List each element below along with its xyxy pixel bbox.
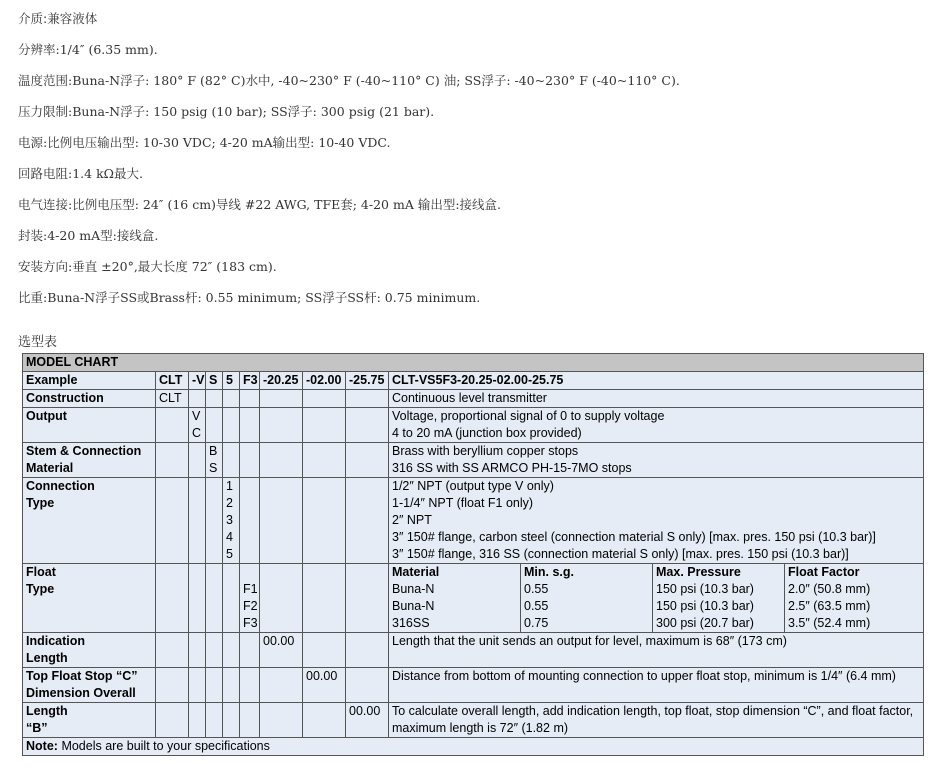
construction-label: Construction	[23, 390, 156, 408]
example-code-float: F3	[240, 372, 260, 390]
topfloat-desc: Distance from bottom of mounting connection to upper float stop, minimum is 1/4″ (6.4 mm)	[389, 668, 924, 703]
indication-desc: Length that the unit sends an output for level, maximum is 68″ (173 cm)	[389, 633, 924, 668]
example-row	[23, 372, 924, 390]
float-label-line: Float	[26, 565, 56, 579]
example-code-stem: S	[206, 372, 223, 390]
connection-code: 2	[226, 496, 233, 510]
float-header-min-sg: Min. s.g.	[524, 565, 574, 579]
example-code-length: -25.75	[346, 372, 389, 390]
float-cell: 3.5″ (52.4 mm)	[788, 616, 871, 630]
connection-desc: 1-1/4″ NPT (float F1 only)	[392, 496, 534, 510]
output-row	[23, 408, 924, 443]
construction-desc: Continuous level transmitter	[389, 390, 924, 408]
connection-code: 1	[226, 479, 233, 493]
spec-list	[18, 9, 680, 319]
float-subtable	[389, 564, 924, 633]
spec-electrical: 电气连接:比例电压型: 24″ (16 cm)导线 #22 AWG, TFE套; 4-20 mA 输出型:接线盒.	[18, 197, 502, 212]
example-code-topfloat: -02.00	[303, 372, 346, 390]
float-cell: 0.55	[524, 599, 549, 613]
indication-label	[23, 633, 156, 668]
output-code: V	[192, 409, 201, 423]
float-cell: Buna-N	[392, 599, 435, 613]
indication-label-line: Indication	[26, 634, 86, 648]
float-cell: 300 psi (20.7 bar)	[656, 616, 754, 630]
connection-code: 3	[226, 513, 233, 527]
example-code-connection: 5	[223, 372, 240, 390]
float-cell: 316SS	[392, 616, 430, 630]
spec-power: 电源:比例电压输出型: 10-30 VDC; 4-20 mA输出型: 10-40 VDC.	[18, 135, 391, 150]
connection-desc: 3″ 150# flange, carbon steel (connection material S only) [max. pres. 150 psi (10.3 bar)]	[392, 530, 876, 544]
float-label	[23, 564, 156, 633]
connection-label-line: Type	[26, 496, 55, 510]
length-code: 00.00	[346, 703, 389, 738]
stem-code: S	[209, 461, 218, 475]
construction-code: CLT	[156, 390, 189, 408]
spec-mounting: 安装方向:垂直 ±20°,最大长度 72″ (183 cm).	[18, 259, 277, 274]
connection-desc: 1/2″ NPT (output type V only)	[392, 479, 554, 493]
stem-descs	[389, 443, 924, 478]
float-header-float-factor: Float Factor	[788, 565, 860, 579]
stem-row	[23, 443, 924, 478]
float-label-line: Type	[26, 582, 55, 596]
float-header-max-pressure: Max. Pressure	[656, 565, 741, 579]
connection-label	[23, 478, 156, 564]
float-code: F3	[243, 616, 258, 630]
connection-codes	[223, 478, 240, 564]
spec-housing: 封装:4-20 mA型:接线盒.	[18, 228, 159, 243]
example-model: CLT-VS5F3-20.25-02.00-25.75	[389, 372, 924, 390]
connection-code: 4	[226, 530, 233, 544]
float-code: F1	[243, 582, 258, 596]
float-cell: 2.0″ (50.8 mm)	[788, 582, 871, 596]
topfloat-code: 00.00	[303, 668, 346, 703]
float-cell: 0.55	[524, 582, 549, 596]
connection-desc: 3″ 150# flange, 316 SS (connection material S only) [max. pres. 150 psi (10.3 bar)]	[392, 547, 849, 561]
float-cell: Buna-N	[392, 582, 435, 596]
note-text: Models are built to your specifications	[61, 739, 270, 753]
stem-codes	[206, 443, 223, 478]
indication-label-line: Length	[26, 651, 68, 665]
example-code-output: -V	[189, 372, 206, 390]
indication-code: 00.00	[260, 633, 303, 668]
float-row	[23, 564, 924, 633]
note-row	[23, 738, 924, 756]
topfloat-label	[23, 668, 156, 703]
float-cell: 150 psi (10.3 bar)	[656, 599, 754, 613]
length-label	[23, 703, 156, 738]
spec-temperature: 温度范围:Buna-N浮子: 180° F (82° C)水中, -40~230° F (-40~110° C) 油; SS浮子: -40~230° F (-40~110° C).	[18, 73, 680, 88]
model-chart-table	[22, 353, 924, 756]
note-label: Note:	[26, 739, 58, 753]
length-row	[23, 703, 924, 738]
example-label: Example	[23, 372, 156, 390]
stem-label-line: Material	[26, 461, 74, 475]
example-code-series: CLT	[156, 372, 189, 390]
chart-title: MODEL CHART	[23, 354, 924, 372]
spec-loop-resistance: 回路电阻:1.4 kΩ最大.	[18, 166, 143, 181]
indication-row	[23, 633, 924, 668]
float-cell: 2.5″ (63.5 mm)	[788, 599, 871, 613]
float-header-material: Material	[392, 565, 440, 579]
connection-label-line: Connection	[26, 479, 95, 493]
chart-title-row	[23, 354, 924, 372]
float-cell: 0.75	[524, 616, 549, 630]
float-codes	[240, 564, 260, 633]
length-label-line: “B”	[26, 721, 48, 735]
stem-code: B	[209, 444, 218, 458]
topfloat-row	[23, 668, 924, 703]
selection-table-title: 选型表	[18, 335, 58, 350]
stem-desc: 316 SS with SS ARMCO PH-15-7MO stops	[392, 461, 632, 475]
connection-code: 5	[226, 547, 233, 561]
float-code: F2	[243, 599, 258, 613]
length-label-line: Length	[26, 704, 68, 718]
topfloat-label-line: Top Float Stop “C”	[26, 669, 138, 683]
output-label: Output	[23, 408, 156, 443]
length-desc: To calculate overall length, add indication length, top float, stop dimension “C”, and float factor, maximum length is 72″ (1.82 m)	[389, 703, 924, 738]
output-desc: 4 to 20 mA (junction box provided)	[392, 426, 582, 440]
float-cell: 150 psi (10.3 bar)	[656, 582, 754, 596]
output-desc: Voltage, proportional signal of 0 to supply voltage	[392, 409, 665, 423]
connection-row	[23, 478, 924, 564]
example-code-indication: -20.25	[260, 372, 303, 390]
note-cell	[23, 738, 924, 756]
spec-specific-gravity: 比重:Buna-N浮子SS或Brass杆: 0.55 minimum; SS浮子SS杆: 0.75 minimum.	[18, 290, 481, 305]
spec-pressure: 压力限制:Buna-N浮子: 150 psig (10 bar); SS浮子: 300 psig (21 bar).	[18, 104, 435, 119]
output-codes	[189, 408, 206, 443]
spec-resolution: 分辨率:1/4″ (6.35 mm).	[18, 42, 158, 57]
stem-label	[23, 443, 156, 478]
stem-label-line: Stem & Connection	[26, 444, 142, 458]
construction-row	[23, 390, 924, 408]
topfloat-label-line: Dimension Overall	[26, 686, 136, 700]
connection-descs	[389, 478, 924, 564]
stem-desc: Brass with beryllium copper stops	[392, 444, 579, 458]
output-code: C	[192, 426, 202, 440]
connection-desc: 2″ NPT	[392, 513, 432, 527]
spec-medium: 介质:兼容液体	[18, 11, 98, 26]
output-descs	[389, 408, 924, 443]
